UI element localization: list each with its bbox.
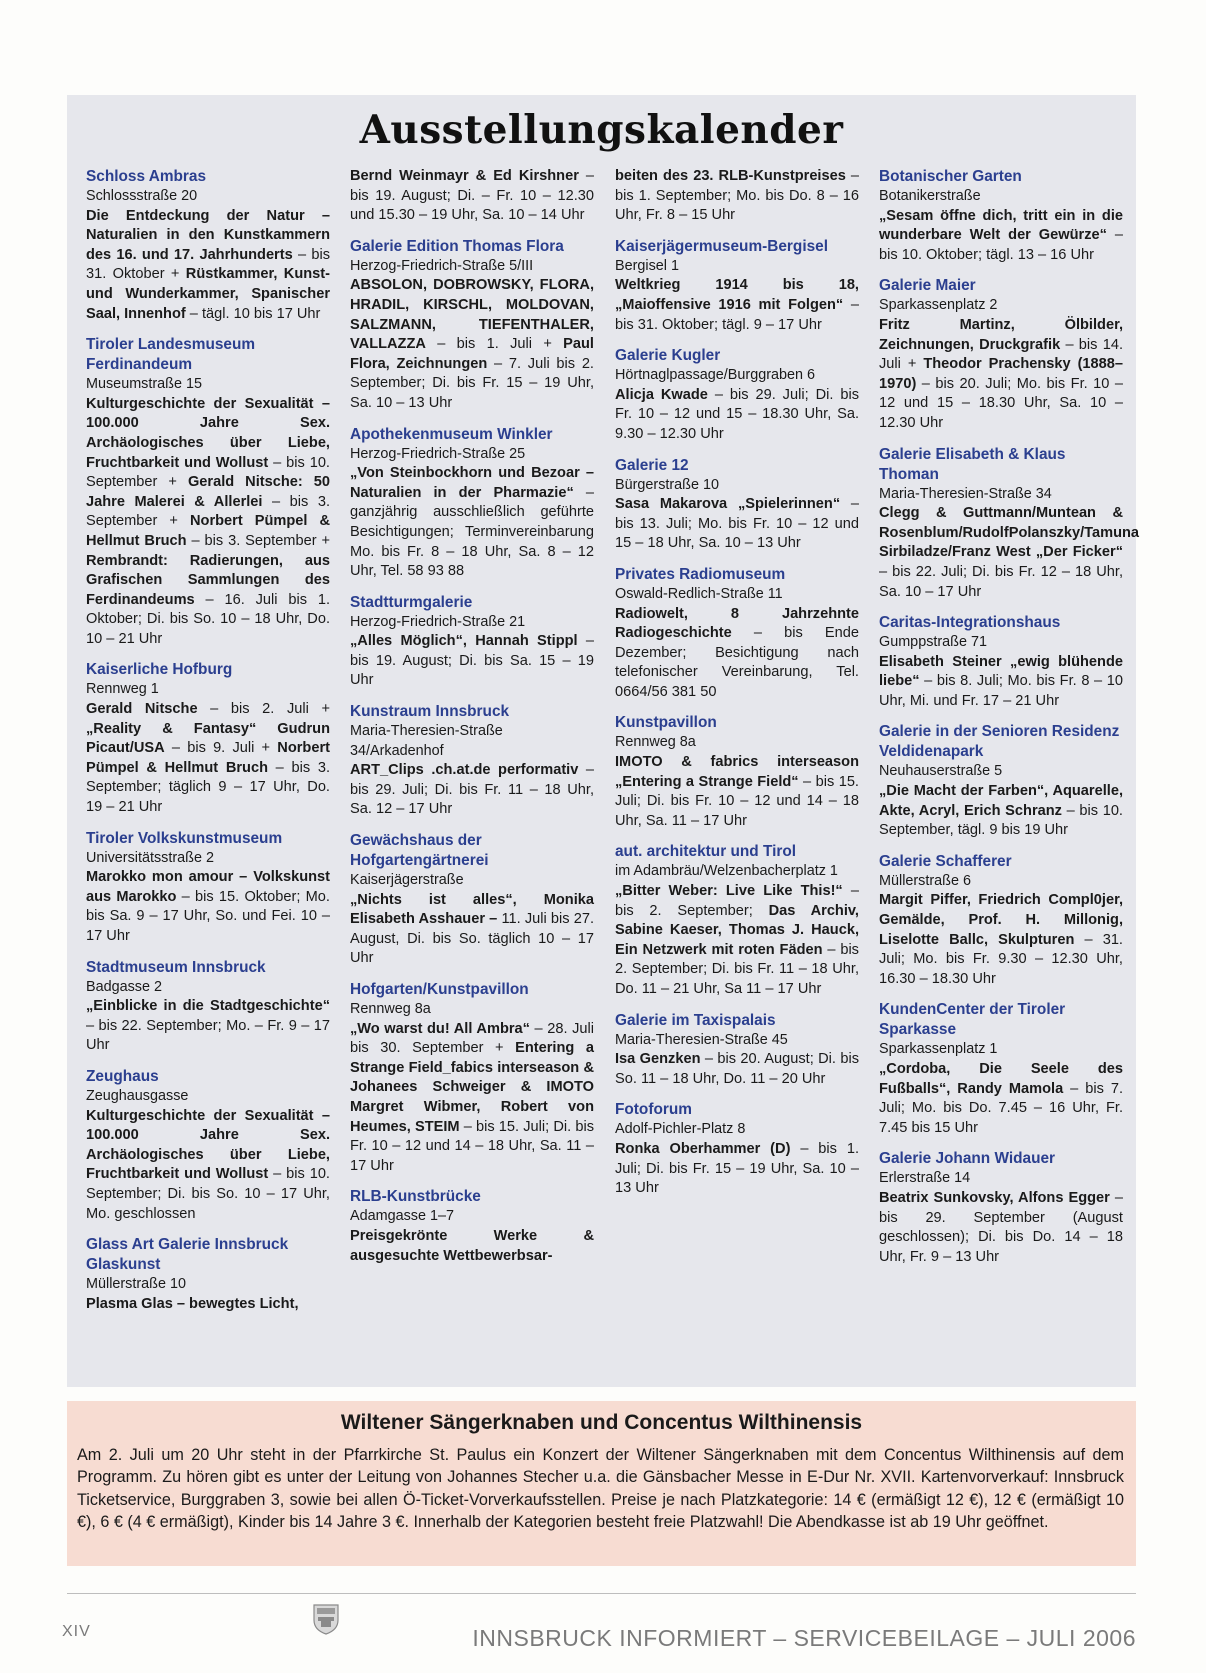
exhibition-dates: – bis 3. September +: [186, 532, 330, 549]
venue-name: Kaiserjägermuseum-Bergisel: [615, 237, 828, 255]
exhibition-description: [615, 1140, 859, 1199]
exhibition-dates: – bis 10. September; Di. bis So. 10 – 17 Uhr, Mo. geschlossen: [86, 1166, 330, 1222]
calendar-entry: [879, 722, 1123, 840]
calendar-entry: [350, 702, 594, 820]
venue-name: Tiroler Landesmuseum Ferdinandeum: [86, 336, 256, 374]
venue-name: Hofgarten/Kunstpavillon: [350, 981, 529, 998]
exhibition-dates: – bis 19. August; Di. – Fr. 10 – 12.30 und 15.30 – 19 Uhr, Sa. 10 – 14 Uhr: [350, 168, 594, 224]
exhibition-dates: – ganzjährig ausschließlich geführte Besichtigungen; Terminvereinbarung Mo. bis Fr. 8 – 18 Uhr, Sa. 8 – 12 Uhr, Tel. 58 93 88: [350, 484, 594, 580]
venue-name: Galerie Elisabeth & Klaus Thoman: [879, 445, 1066, 483]
exhibition-dates: – 28. Juli bis 30. September +: [350, 1020, 594, 1057]
exhibition-title: Paul Flora, Zeichnungen: [350, 336, 594, 372]
venue-address: Müllerstraße 10: [86, 1276, 186, 1293]
exhibition-description: [86, 1295, 330, 1315]
exhibition-title: „Wo warst du! All Ambra“: [350, 1020, 530, 1037]
exhibition-description: [879, 504, 1140, 602]
exhibition-dates: – bis 19. August; Di. bis Sa. 15 – 19 Uhr: [350, 633, 595, 689]
venue-address: Herzog-Friedrich-Straße 25: [350, 445, 526, 462]
exhibition-title: Weltkrieg 1914 bis 18, „Maioffensive 1916 mit Folgen“: [615, 277, 859, 313]
exhibition-title: Entering a Strange Field_fabics interseason & Johanees Schweiger & IMOTO Margret Wibmer, Robert von Heumes, STEIM: [350, 1040, 594, 1135]
exhibition-title: Rembrandt: Radierungen, aus Grafischen Sammlungen des Ferdinandeums: [86, 552, 330, 608]
venue-address: Bergisel 1: [615, 257, 679, 274]
exhibition-description: [350, 276, 594, 413]
venue-name: Zeughaus: [86, 1067, 159, 1085]
exhibition-description: [86, 868, 330, 946]
venue-address: Sparkassenplatz 1: [879, 1041, 998, 1058]
venue-address: Maria-Theresien-Straße 34/Arkadenhof: [350, 723, 503, 759]
exhibition-dates: – bis Ende Dezember; Besichtigung nach telefonischer Vereinbarung, Tel. 0664/56 381 50: [615, 625, 859, 700]
exhibition-title: Margit Piffer, Friedrich Compl0jer, Gemälde, Prof. H. Millonig, Liselotte Ballc, Skulpturen: [879, 892, 1123, 948]
exhibition-dates: – 31. Juli; Mo. bis Fr. 9.30 – 12.30 Uhr, 16.30 – 18.30 Uhr: [879, 931, 1123, 987]
calendar-column-4: [879, 167, 1140, 1278]
exhibition-dates: – bis 14. Juli +: [879, 336, 1123, 373]
exhibition-description: [86, 207, 330, 325]
exhibition-title: Norbert Pümpel & Hellmut Bruch: [86, 513, 330, 549]
exhibition-description: [615, 1050, 859, 1089]
calendar-entry: [615, 167, 859, 226]
venue-address: Herzog-Friedrich-Straße 5/III: [350, 257, 534, 274]
exhibition-dates: – bis 2. Juli +: [197, 701, 330, 718]
venue-name: Galerie Maier: [879, 277, 976, 295]
exhibition-title: Preisgekrönte Werke & ausgesuchte Wettbewerbsar-: [350, 1227, 594, 1264]
venue-address: Maria-Theresien-Straße 34: [879, 485, 1052, 502]
exhibition-title: „Nichts ist alles“, Monika Elisabeth Asshauer –: [350, 891, 594, 928]
exhibition-title: Rüstkammer, Kunst- und Wunderkammer, Spanischer Saal, Innenhof: [86, 266, 330, 322]
venue-address: Adolf-Pichler-Platz 8: [615, 1121, 746, 1138]
exhibition-dates: – bis 20. Juli; Mo. bis Fr. 10 – 12 und 15 – 18.30 Uhr, Sa. 10 – 12.30 Uhr: [879, 375, 1123, 431]
exhibition-description: [350, 1020, 594, 1177]
venue-name: Tiroler Volkskunstmuseum: [86, 829, 283, 847]
calendar-entry: [879, 445, 1140, 603]
calendar-entry: [615, 346, 859, 444]
exhibition-dates: – bis 3. September +: [86, 493, 330, 530]
exhibition-title: Fritz Martinz, Ölbilder, Zeichnungen, Druckgrafik: [879, 316, 1123, 353]
exhibition-title: Kulturgeschichte der Sexualität – 100.000 Jahre Sex. Archäologisches über Liebe, Fruchtbarkeit und Wollust: [86, 395, 330, 471]
calendar-column-3: [615, 167, 859, 1210]
exhibition-description: [879, 653, 1123, 712]
exhibition-dates: – bis 7. Juli; Mo. bis Do. 7.45 – 16 Uhr, Fr. 7.45 bis 15 Uhr: [879, 1080, 1124, 1136]
exhibition-description: [350, 464, 594, 582]
venue-address: Oswald-Redlich-Straße 11: [615, 585, 783, 602]
exhibition-dates: – bis 1. Juli; Di. bis Fr. 15 – 19 Uhr, Sa. 10 – 13 Uhr: [615, 1140, 860, 1197]
exhibition-dates: – bis 8. Juli; Mo. bis Fr. 8 – 10 Uhr, Mi. und Fr. 17 – 21 Uhr: [879, 673, 1123, 709]
exhibition-title: Theodor Prachensky (1888–1970): [879, 356, 1124, 392]
exhibition-title: Sasa Makarova „Spielerinnen“: [615, 496, 841, 513]
venue-name: Stadtmuseum Innsbruck: [86, 958, 266, 976]
exhibition-calendar-panel: [67, 95, 1140, 1387]
venue-address: im Adambräu/Welzenbacherplatz 1: [615, 863, 838, 880]
exhibition-title: „Cordoba, Die Seele des Fußballs“, Randy Mamola: [879, 1061, 1123, 1097]
calendar-entry: [350, 980, 594, 1176]
venue-name: aut. architektur und Tirol: [615, 843, 797, 861]
concert-notice-box: [67, 1401, 1136, 1566]
calendar-entry: [615, 565, 859, 703]
exhibition-dates: – tägl. 10 bis 17 Uhr: [185, 305, 321, 322]
venue-name: Kunstpavillon: [615, 714, 717, 732]
exhibition-title: Gerald Nitsche: [86, 701, 198, 718]
exhibition-title: Plasma Glas – bewegtes Licht,: [86, 1295, 299, 1312]
exhibition-dates: – bis 31. Oktober +: [86, 246, 330, 283]
exhibition-dates: – bis 29. September (August geschlossen); Di. bis Do. 14 – 18 Uhr, Fr. 9 – 13 Uhr: [879, 1189, 1123, 1265]
exhibition-title: Clegg & Guttmann/Muntean & Rosenblum/RudolfPolanszky/Tamuna Sirbiladze/Franz West „Der Ficker“: [879, 505, 1140, 561]
venue-address: Neuhauserstraße 5: [879, 763, 1003, 780]
exhibition-dates: – bis 10. September +: [86, 454, 330, 491]
exhibition-title: „Einblicke in die Stadtgeschichte“: [86, 998, 330, 1015]
venue-name: Botanischer Garten: [879, 168, 1022, 185]
calendar-entry: [86, 1067, 330, 1224]
venue-address: Rennweg 1: [86, 681, 159, 698]
calendar-entry: [615, 713, 859, 831]
exhibition-title: „Bitter Weber: Live Like This!“: [615, 883, 843, 900]
venue-address: Sparkassenplatz 2: [879, 297, 998, 314]
calendar-entry: [86, 958, 330, 1056]
exhibition-title: Alicja Kwade: [615, 386, 708, 403]
exhibition-description: [615, 882, 859, 1000]
calendar-entry: [86, 660, 330, 817]
exhibition-title: „Die Macht der Farben“, Aquarelle, Akte, Acryl, Erich Schranz: [879, 783, 1123, 819]
exhibition-dates: 11. Juli bis 27. August, Di. bis So. täglich 10 – 17 Uhr: [350, 911, 594, 967]
exhibition-title: Die Entdeckung der Natur – Naturalien in den Kunstkammern des 16. und 17. Jahrhunderts: [86, 207, 330, 263]
exhibition-title: Ronka Oberhammer (D): [615, 1140, 791, 1157]
exhibition-description: [879, 207, 1123, 266]
city-crest-icon: [313, 1603, 339, 1635]
venue-name: Galerie Edition Thomas Flora: [350, 237, 564, 255]
venue-name: Gewächshaus der Hofgartengärtnerei: [350, 832, 489, 870]
exhibition-title: Norbert Pümpel & Hellmut Bruch: [86, 740, 330, 776]
calendar-entry: [86, 335, 330, 649]
venue-address: Botanikerstraße: [879, 188, 981, 204]
calendar-entry: [350, 237, 594, 414]
exhibition-description: [615, 495, 859, 554]
exhibition-dates: – 16. Juli bis 1. Oktober; Di. bis So. 10 – 18 Uhr, Do. 10 – 21 Uhr: [86, 591, 330, 647]
exhibition-dates: – bis 15. Juli; Di. bis Fr. 10 – 12 und 14 – 18 Uhr, Sa. 11 – 17 Uhr: [615, 773, 859, 829]
calendar-entry: [879, 613, 1123, 711]
venue-name: RLB-Kunstbrücke: [350, 1188, 481, 1206]
venue-address: Bürgerstraße 10: [615, 476, 719, 493]
venue-name: Galerie 12: [615, 456, 689, 474]
exhibition-title: „Von Steinbockhorn und Bezoar – Naturalien in der Pharmazie“: [350, 465, 594, 501]
exhibition-title: Das Archiv, Sabine Kaeser, Thomas J. Hauck, Ein Netzwerk mit roten Fäden: [615, 902, 859, 958]
venue-name: Galerie im Taxispalais: [615, 1011, 776, 1029]
exhibition-title: „Reality & Fantasy“ Gudrun Picaut/USA: [86, 720, 330, 757]
exhibition-description: [350, 167, 594, 226]
concert-text: Am 2. Juli um 20 Uhr steht in der Pfarrkirche St. Paulus ein Konzert der Wiltener Sängerknaben mit dem Concentus Wilthinensis auf dem Programm. Zu hören gibt es unter der Leitung von Johannes Stecher u.a. die Gänsbacher Messe in E-Dur Nr. XVII. Kartenvorverkauf: Innsbruck Ticketservice, Burggraben 3, sowie bei allen Ö-Ticket-Vorverkaufsstellen. Preise je nach Platzkategorie: 14 € (ermäßigt 12 €), 12 € (ermäßigt 10 €), 6 € (4 € ermäßigt), Kinder bis 14 Jahre 3 €. Innerhalb der Kategorien besteht freie Platzwahl! Die Abendkasse ist ab 19 Uhr geöffnet.: [77, 1446, 1124, 1532]
calendar-entry: [879, 1149, 1123, 1267]
venue-name: Galerie in der Senioren Residenz Veldidenapark: [879, 723, 1120, 761]
venue-name: Galerie Schafferer: [879, 852, 1012, 870]
exhibition-description: [86, 997, 330, 1056]
calendar-entry: [879, 1000, 1123, 1138]
exhibition-description: [879, 316, 1123, 434]
exhibition-description: [615, 605, 859, 703]
exhibition-description: [86, 395, 330, 650]
venue-name: Fotoforum: [615, 1101, 692, 1119]
calendar-entry: [86, 829, 330, 947]
exhibition-description: [615, 386, 859, 445]
calendar-entry: [86, 167, 330, 324]
venue-name: Galerie Kugler: [615, 347, 721, 365]
calendar-entry: [615, 1011, 859, 1090]
exhibition-dates: – bis 9. Juli +: [164, 740, 278, 757]
exhibition-dates: – bis 22. Juli; Di. bis Fr. 12 – 18 Uhr, Sa. 10 – 17 Uhr: [879, 563, 1123, 600]
exhibition-dates: – bis 1. Juli +: [425, 336, 564, 353]
exhibition-dates: – bis 22. September; Mo. – Fr. 9 – 17 Uhr: [86, 1017, 330, 1054]
calendar-entry: [350, 167, 594, 226]
exhibition-description: [879, 1060, 1123, 1138]
exhibition-title: Elisabeth Steiner „ewig blühende liebe“: [879, 653, 1123, 690]
exhibition-title: ART_Clips .ch.at.de performativ: [350, 762, 579, 779]
calendar-entry: [86, 1235, 330, 1314]
venue-name: Privates Radiomuseum: [615, 565, 786, 583]
exhibition-title: Marokko mon amour – Volkskunst aus Marokko: [86, 869, 330, 905]
exhibition-description: [615, 753, 859, 831]
exhibition-dates: – bis 31. Oktober; tägl. 9 – 17 Uhr: [615, 296, 859, 333]
venue-name: Galerie Johann Widauer: [879, 1150, 1056, 1168]
venue-address: Hörtnaglpassage/Burggraben 6: [615, 367, 816, 384]
exhibition-dates: – bis 3. September; täglich 9 – 17 Uhr, Do. 19 – 21 Uhr: [86, 759, 331, 816]
venue-address: Rennweg 8a: [615, 734, 696, 751]
calendar-entry: [615, 1100, 859, 1198]
exhibition-dates: – bis 2. September;: [615, 883, 859, 919]
venue-address: Erlerstraße 14: [879, 1170, 971, 1187]
exhibition-dates: – 7. Juli bis 2. September; Di. bis Fr. 15 – 19 Uhr, Sa. 10 – 13 Uhr: [350, 355, 594, 411]
venue-address: Adamgasse 1–7: [350, 1208, 455, 1225]
exhibition-title: „Alles Möglich“, Hannah Stippl: [350, 633, 578, 650]
calendar-entry: [350, 593, 594, 691]
exhibition-description: [879, 1189, 1123, 1267]
exhibition-dates: – bis 15. Juli; Di. bis Fr. 10 – 12 und 14 – 18 Uhr, Sa. 11 – 17 Uhr: [350, 1118, 594, 1174]
calendar-entry: [350, 1187, 594, 1266]
venue-address: Maria-Theresien-Straße 45: [615, 1031, 788, 1048]
exhibition-title: Kulturgeschichte der Sexualität – 100.000 Jahre Sex. Archäologisches über Liebe, Fruchtbarkeit und Wollust: [86, 1107, 330, 1183]
calendar-entry: [879, 852, 1123, 990]
exhibition-dates: – bis 15. Oktober; Mo. bis Sa. 9 – 17 Uhr, So. und Fei. 10 – 17 Uhr: [86, 888, 330, 944]
page-title: Ausstellungskalender: [359, 107, 844, 153]
calendar-entry: [350, 831, 594, 969]
venue-name: KundenCenter der Tiroler Sparkasse: [879, 1001, 1066, 1039]
exhibition-description: [879, 891, 1123, 989]
exhibition-title: Radiowelt, 8 Jahrzehnte Radiogeschichte: [615, 605, 859, 642]
exhibition-title: Beatrix Sunkovsky, Alfons Egger: [879, 1189, 1110, 1206]
calendar-entry: [879, 167, 1123, 265]
exhibition-dates: – bis 13. Juli; Mo. bis Fr. 10 – 12 und 15 – 18 Uhr, Sa. 10 – 13 Uhr: [615, 496, 860, 552]
exhibition-title: ABSOLON, DOBROWSKY, FLORA, HRADIL, KIRSCHL, MOLDOVAN, SALZMANN, TIEFENTHALER, VALLAZZA: [350, 277, 594, 353]
calendar-entry: [879, 276, 1123, 433]
venue-address: Museumstraße 15: [86, 376, 202, 393]
venue-address: Müllerstraße 6: [879, 872, 971, 889]
venue-address: Kaiserjägerstraße: [350, 872, 464, 889]
exhibition-description: [350, 891, 594, 969]
exhibition-dates: – bis 29. Juli; Di. bis Fr. 10 – 12 und 15 – 18.30 Uhr, Sa. 9.30 – 12.30 Uhr: [615, 386, 859, 442]
footer-divider: [67, 1593, 1136, 1594]
publication-title: INNSBRUCK INFORMIERT – SERVICEBEILAGE – JULI 2006: [472, 1625, 1136, 1651]
exhibition-title: Gerald Nitsche: 50 Jahre Malerei & Allerlei: [86, 474, 330, 510]
exhibition-description: [350, 761, 594, 820]
calendar-entry: [615, 237, 859, 335]
concert-title: Wiltener Sängerknaben und Concentus Wilthinensis: [340, 1411, 863, 1434]
venue-name: Glass Art Galerie Innsbruck Glaskunst: [86, 1236, 289, 1274]
exhibition-title: Bernd Weinmayr & Ed Kirshner: [350, 168, 579, 184]
venue-address: Universitätsstraße 2: [86, 849, 214, 866]
exhibition-title: beiten des 23. RLB-Kunstpreises: [615, 168, 846, 184]
calendar-column-2: [350, 167, 594, 1277]
venue-address: Gumppstraße 71: [879, 634, 987, 651]
exhibition-dates: – bis 20. August; Di. bis So. 11 – 18 Uhr, Do. 11 – 20 Uhr: [615, 1051, 860, 1087]
venue-address: Badgasse 2: [86, 978, 163, 995]
exhibition-dates: – bis 10. Oktober; tägl. 13 – 16 Uhr: [879, 227, 1123, 263]
exhibition-description: [615, 167, 859, 226]
exhibition-description: [86, 700, 330, 818]
exhibition-dates: – bis 2. September; Di. bis Fr. 11 – 18 Uhr, Do. 11 – 21 Uhr, Sa 11 – 17 Uhr: [615, 941, 859, 997]
exhibition-dates: – bis 29. Juli; Di. bis Fr. 11 – 18 Uhr, Sa. 12 – 17 Uhr: [350, 762, 595, 818]
exhibition-description: [879, 782, 1123, 841]
exhibition-title: IMOTO & fabrics interseason „Entering a Strange Field“: [615, 754, 859, 790]
calendar-entry: [615, 842, 859, 999]
calendar-entry: [350, 425, 594, 582]
exhibition-dates: – bis 1. September; Mo. bis Do. 8 – 16 Uhr, Fr. 8 – 15 Uhr: [615, 168, 859, 224]
venue-name: Stadtturmgalerie: [350, 593, 473, 611]
venue-name: Schloss Ambras: [86, 168, 207, 185]
exhibition-title: „Sesam öffne dich, tritt ein in die wunderbare Welt der Gewürze“: [879, 207, 1123, 244]
venue-name: Caritas-Integrationshaus: [879, 614, 1061, 632]
exhibition-dates: – bis 10. September, tägl. 9 bis 19 Uhr: [879, 802, 1123, 839]
venue-name: Kaiserliche Hofburg: [86, 661, 233, 679]
exhibition-description: [86, 1107, 330, 1225]
calendar-entry: [615, 456, 859, 554]
venue-address: Zeughausgasse: [86, 1087, 189, 1104]
venue-address: Herzog-Friedrich-Straße 21: [350, 613, 526, 630]
exhibition-description: [350, 1227, 594, 1266]
venue-address: Schlossstraße 20: [86, 188, 198, 204]
venue-address: Rennweg 8a: [350, 1001, 431, 1017]
exhibition-description: [615, 276, 859, 335]
page-number: XIV: [62, 1623, 91, 1640]
exhibition-description: [350, 632, 594, 691]
exhibition-title: Isa Genzken: [615, 1051, 701, 1068]
venue-name: Apothekenmuseum Winkler: [350, 425, 553, 443]
venue-name: Kunstraum Innsbruck: [350, 703, 510, 721]
calendar-column-1: [86, 167, 330, 1325]
